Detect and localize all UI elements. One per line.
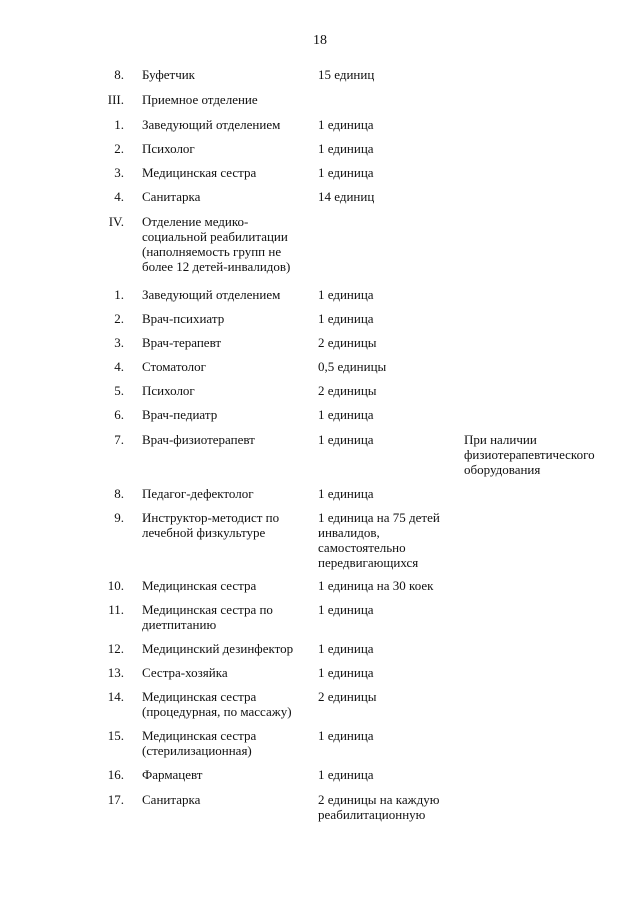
staff-table	[0, 67, 640, 824]
row-note: При наличии физиотерапевтического оборудования	[464, 432, 595, 477]
table-row	[0, 407, 640, 432]
staff-quantity: 15 единиц	[318, 67, 375, 82]
row-number: 2.	[114, 311, 124, 326]
position-name: Санитарка	[142, 792, 201, 807]
row-number: 8.	[114, 67, 124, 82]
section-title: Приемное отделение	[142, 92, 258, 107]
position-name: Медицинская сестра	[142, 578, 257, 593]
position-name: Сестра-хозяйка	[142, 665, 228, 680]
position-name: Психолог	[142, 383, 195, 398]
staff-quantity: 1 единица	[318, 165, 374, 180]
row-number: 11.	[108, 602, 124, 617]
staff-quantity: 1 единица	[318, 641, 374, 656]
staff-quantity: 0,5 единицы	[318, 359, 387, 374]
table-row	[0, 510, 640, 578]
position-name: Заведующий отделением	[142, 117, 281, 132]
position-name: Медицинская сестра по диетпитанию	[142, 602, 273, 632]
table-row	[0, 141, 640, 165]
staff-quantity: 1 единица	[318, 117, 374, 132]
staff-quantity: 2 единицы	[318, 335, 377, 350]
section-header-row	[0, 214, 640, 287]
staff-quantity: 1 единица	[318, 432, 374, 447]
staff-quantity: 1 единица	[318, 141, 374, 156]
row-number: 16.	[107, 767, 124, 782]
position-name: Врач-терапевт	[142, 335, 222, 350]
staff-quantity: 2 единицы	[318, 689, 377, 704]
row-number: 1.	[114, 287, 124, 302]
position-name: Фармацевт	[142, 767, 203, 782]
position-name: Психолог	[142, 141, 195, 156]
page-number: 18	[313, 33, 327, 48]
table-row	[0, 335, 640, 359]
staff-quantity: 2 единицы	[318, 383, 377, 398]
table-row	[0, 689, 640, 728]
position-name: Педагог-дефектолог	[142, 486, 254, 501]
staff-quantity: 1 единица на 75 детей инвалидов, самостоятельно передвигающихся	[318, 510, 440, 570]
row-number: 2.	[114, 141, 124, 156]
table-row	[0, 359, 640, 383]
table-row	[0, 189, 640, 214]
row-number: 9.	[114, 510, 124, 525]
table-row	[0, 602, 640, 641]
position-name: Буфетчик	[142, 67, 196, 82]
table-row	[0, 641, 640, 665]
staff-quantity: 1 единица на 30 коек	[318, 578, 434, 593]
staff-quantity: 1 единица	[318, 728, 374, 743]
table-row	[0, 311, 640, 335]
position-name: Заведующий отделением	[142, 287, 281, 302]
row-number: 15.	[107, 728, 124, 743]
row-number: 13.	[107, 665, 124, 680]
row-number: III.	[107, 92, 124, 107]
table-row	[0, 486, 640, 510]
table-row	[0, 383, 640, 407]
row-number: IV.	[108, 214, 124, 229]
position-name: Врач-психиатр	[142, 311, 225, 326]
table-row	[0, 432, 640, 486]
section-title: Отделение медико- социальной реабилитации (наполняемость групп не более 12 детей-инвалидов)	[142, 214, 291, 274]
table-row	[0, 767, 640, 792]
staff-quantity: 1 единица	[318, 486, 374, 501]
row-number: 1.	[114, 117, 124, 132]
staff-quantity: 1 единица	[318, 287, 374, 302]
position-name: Медицинская сестра	[142, 165, 257, 180]
row-number: 3.	[114, 335, 124, 350]
row-number: 3.	[114, 165, 124, 180]
row-number: 6.	[114, 407, 124, 422]
row-number: 7.	[114, 432, 124, 447]
staff-quantity: 1 единица	[318, 407, 374, 422]
staff-quantity: 1 единица	[318, 767, 374, 782]
position-name: Медицинская сестра (стерилизационная)	[142, 728, 257, 758]
position-name: Медицинский дезинфектор	[142, 641, 294, 656]
table-row	[0, 117, 640, 141]
row-number: 4.	[114, 359, 124, 374]
row-number: 4.	[114, 189, 124, 204]
table-row	[0, 287, 640, 311]
position-name: Медицинская сестра (процедурная, по массажу)	[142, 689, 292, 719]
staff-quantity: 14 единиц	[318, 189, 375, 204]
staff-quantity: 1 единица	[318, 665, 374, 680]
position-name: Инструктор-методист по лечебной физкультуре	[142, 510, 280, 540]
table-row	[0, 728, 640, 767]
position-name: Санитарка	[142, 189, 201, 204]
position-name: Врач-педиатр	[142, 407, 218, 422]
staff-quantity: 1 единица	[318, 602, 374, 617]
staff-quantity: 1 единица	[318, 311, 374, 326]
staff-quantity: 2 единицы на каждую реабилитационную	[318, 792, 440, 822]
row-number: 17.	[107, 792, 124, 807]
table-row	[0, 578, 640, 602]
table-row	[0, 67, 640, 92]
table-row	[0, 792, 640, 824]
row-number: 5.	[114, 383, 124, 398]
position-name: Врач-физиотерапевт	[142, 432, 255, 447]
row-number: 12.	[107, 641, 124, 656]
row-number: 8.	[114, 486, 124, 501]
row-number: 14.	[107, 689, 124, 704]
table-row	[0, 165, 640, 189]
row-number: 10.	[107, 578, 124, 593]
position-name: Стоматолог	[142, 359, 206, 374]
table-row	[0, 665, 640, 689]
section-header-row	[0, 92, 640, 117]
